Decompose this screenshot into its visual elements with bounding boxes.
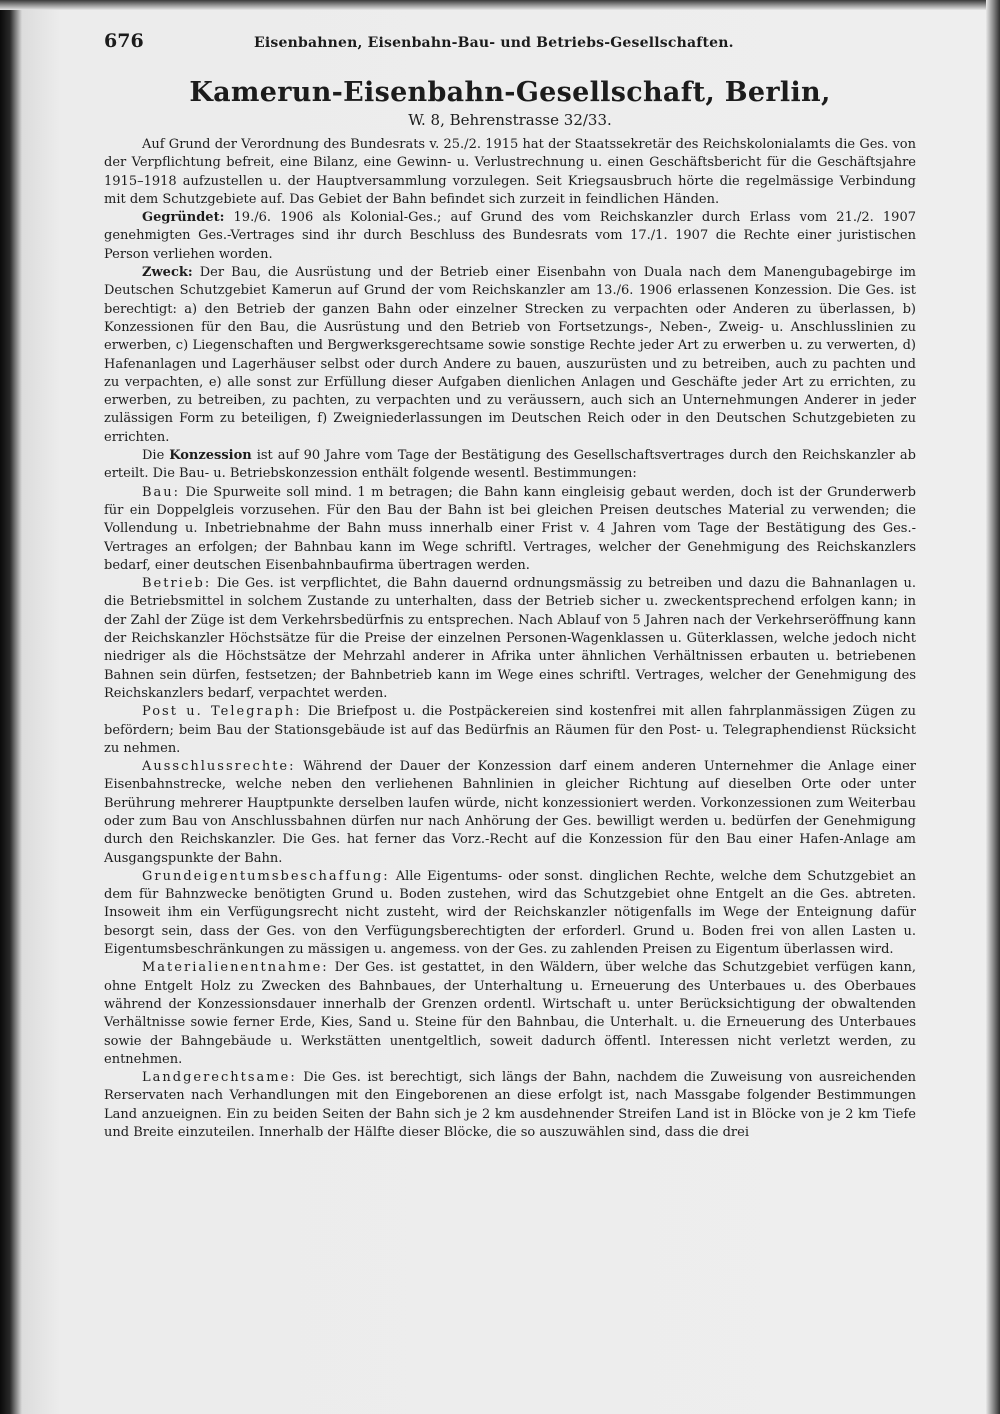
article-body xyxy=(104,136,916,1142)
zweck-text: Der Bau, die Ausrüstung und der Betrieb einer Eisenbahn von Duala nach dem Manengubagebirge im Deutschen Schutzgebiet Kamerun auf Grund der vom Reichskanzler am 13./6. 1906 erlassenen Konzession. Die Ges. ist berechtigt: a) den Betrieb der ganzen Bahn oder einzelner Strecken zu verpachten oder Anderen zu überlassen, b) Konzessionen für den Bau, die Ausrüstung und den Betrieb von Fortsetzungs-, Neben-, Zweig- u. Anschlusslinien zu erwerben, c) Liegenschaften und Bergwerksgerechtsame sowie sonstige Rechte jeder Art zu erwerben u. zu verwerten, d) Hafenanlagen und Lagerhäuser selbst oder durch Andere zu bauen, auszurüsten und zu betreiben, auch zu pachten und zu verpachten, e) alle sonst zur Erfüllung dieser Aufgaben dienlichen Anlagen und Geschäfte jeder Art zu errichten, zu erwerben, zu betreiben, zu pachten, zu verpachten und zu veräussern, auch sich an Unternehmungen Anderer in jeder zulässigen Form zu beteiligen, f) Zweigniederlassungen im Deutschen Reich oder in den Deutschen Schutzgebieten zu errichten. xyxy=(104,265,916,445)
konzession-text: ist auf 90 Jahre vom Tage der Bestätigung des Gesellschaftsvertrages durch den Reichskanzler ab erteilt. Die Bau- u. Betriebskonzession enthält folgende wesentl. Bestimmungen: xyxy=(104,448,916,482)
gegruendet-text: 19./6. 1906 als Kolonial-Ges.; auf Grund des vom Reichskanzler durch Erlass vom 21./2. 1907 genehmigten Ges.-Vertrages sind ihr durch Beschluss des Bundesrats vom 17./1. 1907 die Rechte einer juristischen Person verliehen worden. xyxy=(104,210,916,262)
gegruendet-paragraph xyxy=(104,209,916,264)
scan-right-edge xyxy=(986,0,1000,1414)
zweck-paragraph xyxy=(104,264,916,447)
konzession-pre: Die xyxy=(142,448,170,464)
land-paragraph xyxy=(104,1069,916,1142)
material-label: Materialienentnahme: xyxy=(142,960,329,976)
material-paragraph xyxy=(104,959,916,1069)
post-paragraph xyxy=(104,703,916,758)
konzession-paragraph xyxy=(104,447,916,484)
zweck-label: Zweck: xyxy=(142,265,193,281)
page-number: 676 xyxy=(104,30,144,52)
gegruendet-label: Gegründet: xyxy=(142,210,225,226)
ausschluss-text: Während der Dauer der Konzession darf einem anderen Unternehmer die Anlage einer Eisenbahnstrecke, welche neben den verliehenen Bahnlinien in gleicher Richtung auf dieselben Orte oder unter Berührung mehrerer Hauptpunkte derselben laufen würde, nicht konzessioniert werden. Vorkonzessionen zum Weiterbau oder zum Bau von Anschlussbahnen dürfen nur nach Anhörung der Ges. bewilligt werden u. bedürfen der Genehmigung durch den Reichskanzler. Die Ges. hat ferner das Vorz.-Recht auf die Konzession für den Bau einer Hafen-Anlage am Ausgangspunkte der Bahn. xyxy=(104,759,916,866)
land-label: Landgerechtsame: xyxy=(142,1070,297,1086)
bau-label: Bau: xyxy=(142,484,181,500)
page-header xyxy=(104,30,916,60)
intro-paragraph: Auf Grund der Verordnung des Bundesrats v. 25./2. 1915 hat der Staatssekretär des Reichskolonialamts die Ges. von der Verpflichtung befreit, eine Bilanz, eine Gewinn- u. Verlustrechnung u. einen Geschäftsbericht für die Geschäftsjahre 1915–1918 aufzustellen u. der Hauptversammlung vorzulegen. Seit Kriegsausbruch hörte die regelmässige Verbindung mit dem Schutzgebiete auf. Das Gebiet der Bahn befindet sich zurzeit in feindlichen Händen. xyxy=(104,137,916,207)
grund-text: Alle Eigentums- oder sonst. dinglichen Rechte, welche dem Schutzgebiet an dem für Bahnzwecke benötigten Grund u. Boden zustehen, wird das Schutzgebiet ohne Entgelt an die Ges. abtreten. Insoweit ihm ein Verfügungsrecht nicht zusteht, wird der Reichskanzler nötigenfalls im Wege der Enteignung dafür besorgt sein, dass der Ges. von den Verfügungsberechtigten der erforderl. Grund u. Boden frei von allen Lasten u. Eigentumsbeschränkungen zu mässigen u. angemess. von der Ges. zu zahlenden Preisen zu Eigentum überlassen wird. xyxy=(104,868,916,958)
ausschluss-label: Ausschlussrechte: xyxy=(142,759,296,775)
betrieb-paragraph xyxy=(104,575,916,703)
material-text: Der Ges. ist gestattet, in den Wäldern, über welche das Schutzgebiet verfügen kann, ohne Entgelt Holz zu Zwecken des Bahnbaues, der Unterhaltung u. Erneuerung des Unterbaues u. des Oberbaues während der Konzessionsdauer innerhalb der Grenzen ordentl. Wirtschaft u. unter Berücksichtigung der obwaltenden Verhältnisse sowie ferner Erde, Kies, Sand u. Steine für den Bahnbau, die Unterhalt. u. die Erneuerung des Unterbaues sowie der Bahngebäude u. Werkstätten unentgeltlich, soweit dadurch öffentl. Interessen nicht verletzt werden, zu entnehmen. xyxy=(104,960,916,1067)
bau-text: Die Spurweite soll mind. 1 m betragen; die Bahn kann eingleisig gebaut werden, doch ist der Grunderwerb für ein Doppelgleis vorzusehen. Für den Bau der Bahn ist bei gleichen Preisen deutsches Material zu verwenden; die Vollendung u. Inbetriebnahme der Bahn muss innerhalb einer Frist v. 4 Jahren vom Tage der Bestätigung des Ges.-Vertrages an erfolgen; der Bahnbau kann im Wege schriftl. Vertrages, welcher der Genehmigung des Reichskanzlers bedarf, einer deutschen Eisenbahnbaufirma übertragen werden. xyxy=(104,484,916,573)
konzession-label: Konzession xyxy=(169,448,252,464)
running-head: Eisenbahnen, Eisenbahn-Bau- und Betriebs-Gesellschaften. xyxy=(254,35,734,51)
betrieb-label: Betrieb: xyxy=(142,576,212,592)
post-text: Die Briefpost u. die Postpäckereien sind kostenfrei mit allen fahrplanmässigen Zügen zu befördern; beim Bau der Stationsgebäude ist auf das Bedürfnis an Räumen für den Post- u. Telegraphendienst Rücksicht zu nehmen. xyxy=(104,704,916,756)
post-label: Post u. Telegraph: xyxy=(142,704,302,720)
land-text: Die Ges. ist berechtigt, sich längs der Bahn, nachdem die Zuweisung von ausreichenden Rerservaten nach Verhandlungen mit den Eingeborenen an diese erfolgt ist, nach Massgabe folgender Bestimmungen Land anzueignen. Ein zu beiden Seiten der Bahn sich je 2 km ausdehnender Streifen Land ist in Blöcke von je 2 km Tiefe und Breite einzuteilen. Innerhalb der Hälfte dieser Blöcke, die so auszuwählen sind, dass die drei xyxy=(104,1070,916,1141)
company-address: W. 8, Behrenstrasse 32/33. xyxy=(408,111,612,129)
bau-paragraph xyxy=(104,484,916,575)
company-title: Kamerun-Eisenbahn-Gesellschaft, Berlin, xyxy=(189,77,831,108)
betrieb-text: Die Ges. ist verpflichtet, die Bahn dauernd ordnungsmässig zu betreiben und dazu die Bahnanlagen u. die Betriebsmittel in solchem Zustande zu unterhalten, dass der Betrieb sicher u. zweckentsprechend erfolgen kann; in der Zahl der Züge ist dem Verkehrsbedürfnis zu entsprechen. Nach Ablauf von 5 Jahren nach der Verkehrseröffnung kann der Reichskanzler Höchstsätze für die Preise der einzelnen Personen-Wagenklassen u. Güterklassen, welche jedoch nicht niedriger als die Höchstsätze der Mehrzahl anderer in Afrika unter ähnlichen Verhältnissen erbauten u. betriebenen Bahnen sein dürfen, festsetzen; der Bahnbetrieb kann im Wege eines schriftl. Vertrages, welcher der Genehmigung des Reichskanzlers bedarf, verpachtet werden. xyxy=(104,576,916,701)
scan-top-edge xyxy=(0,0,1000,10)
grund-paragraph xyxy=(104,868,916,959)
ausschluss-paragraph xyxy=(104,758,916,868)
grund-label: Grundeigentumsbeschaffung: xyxy=(142,868,390,884)
